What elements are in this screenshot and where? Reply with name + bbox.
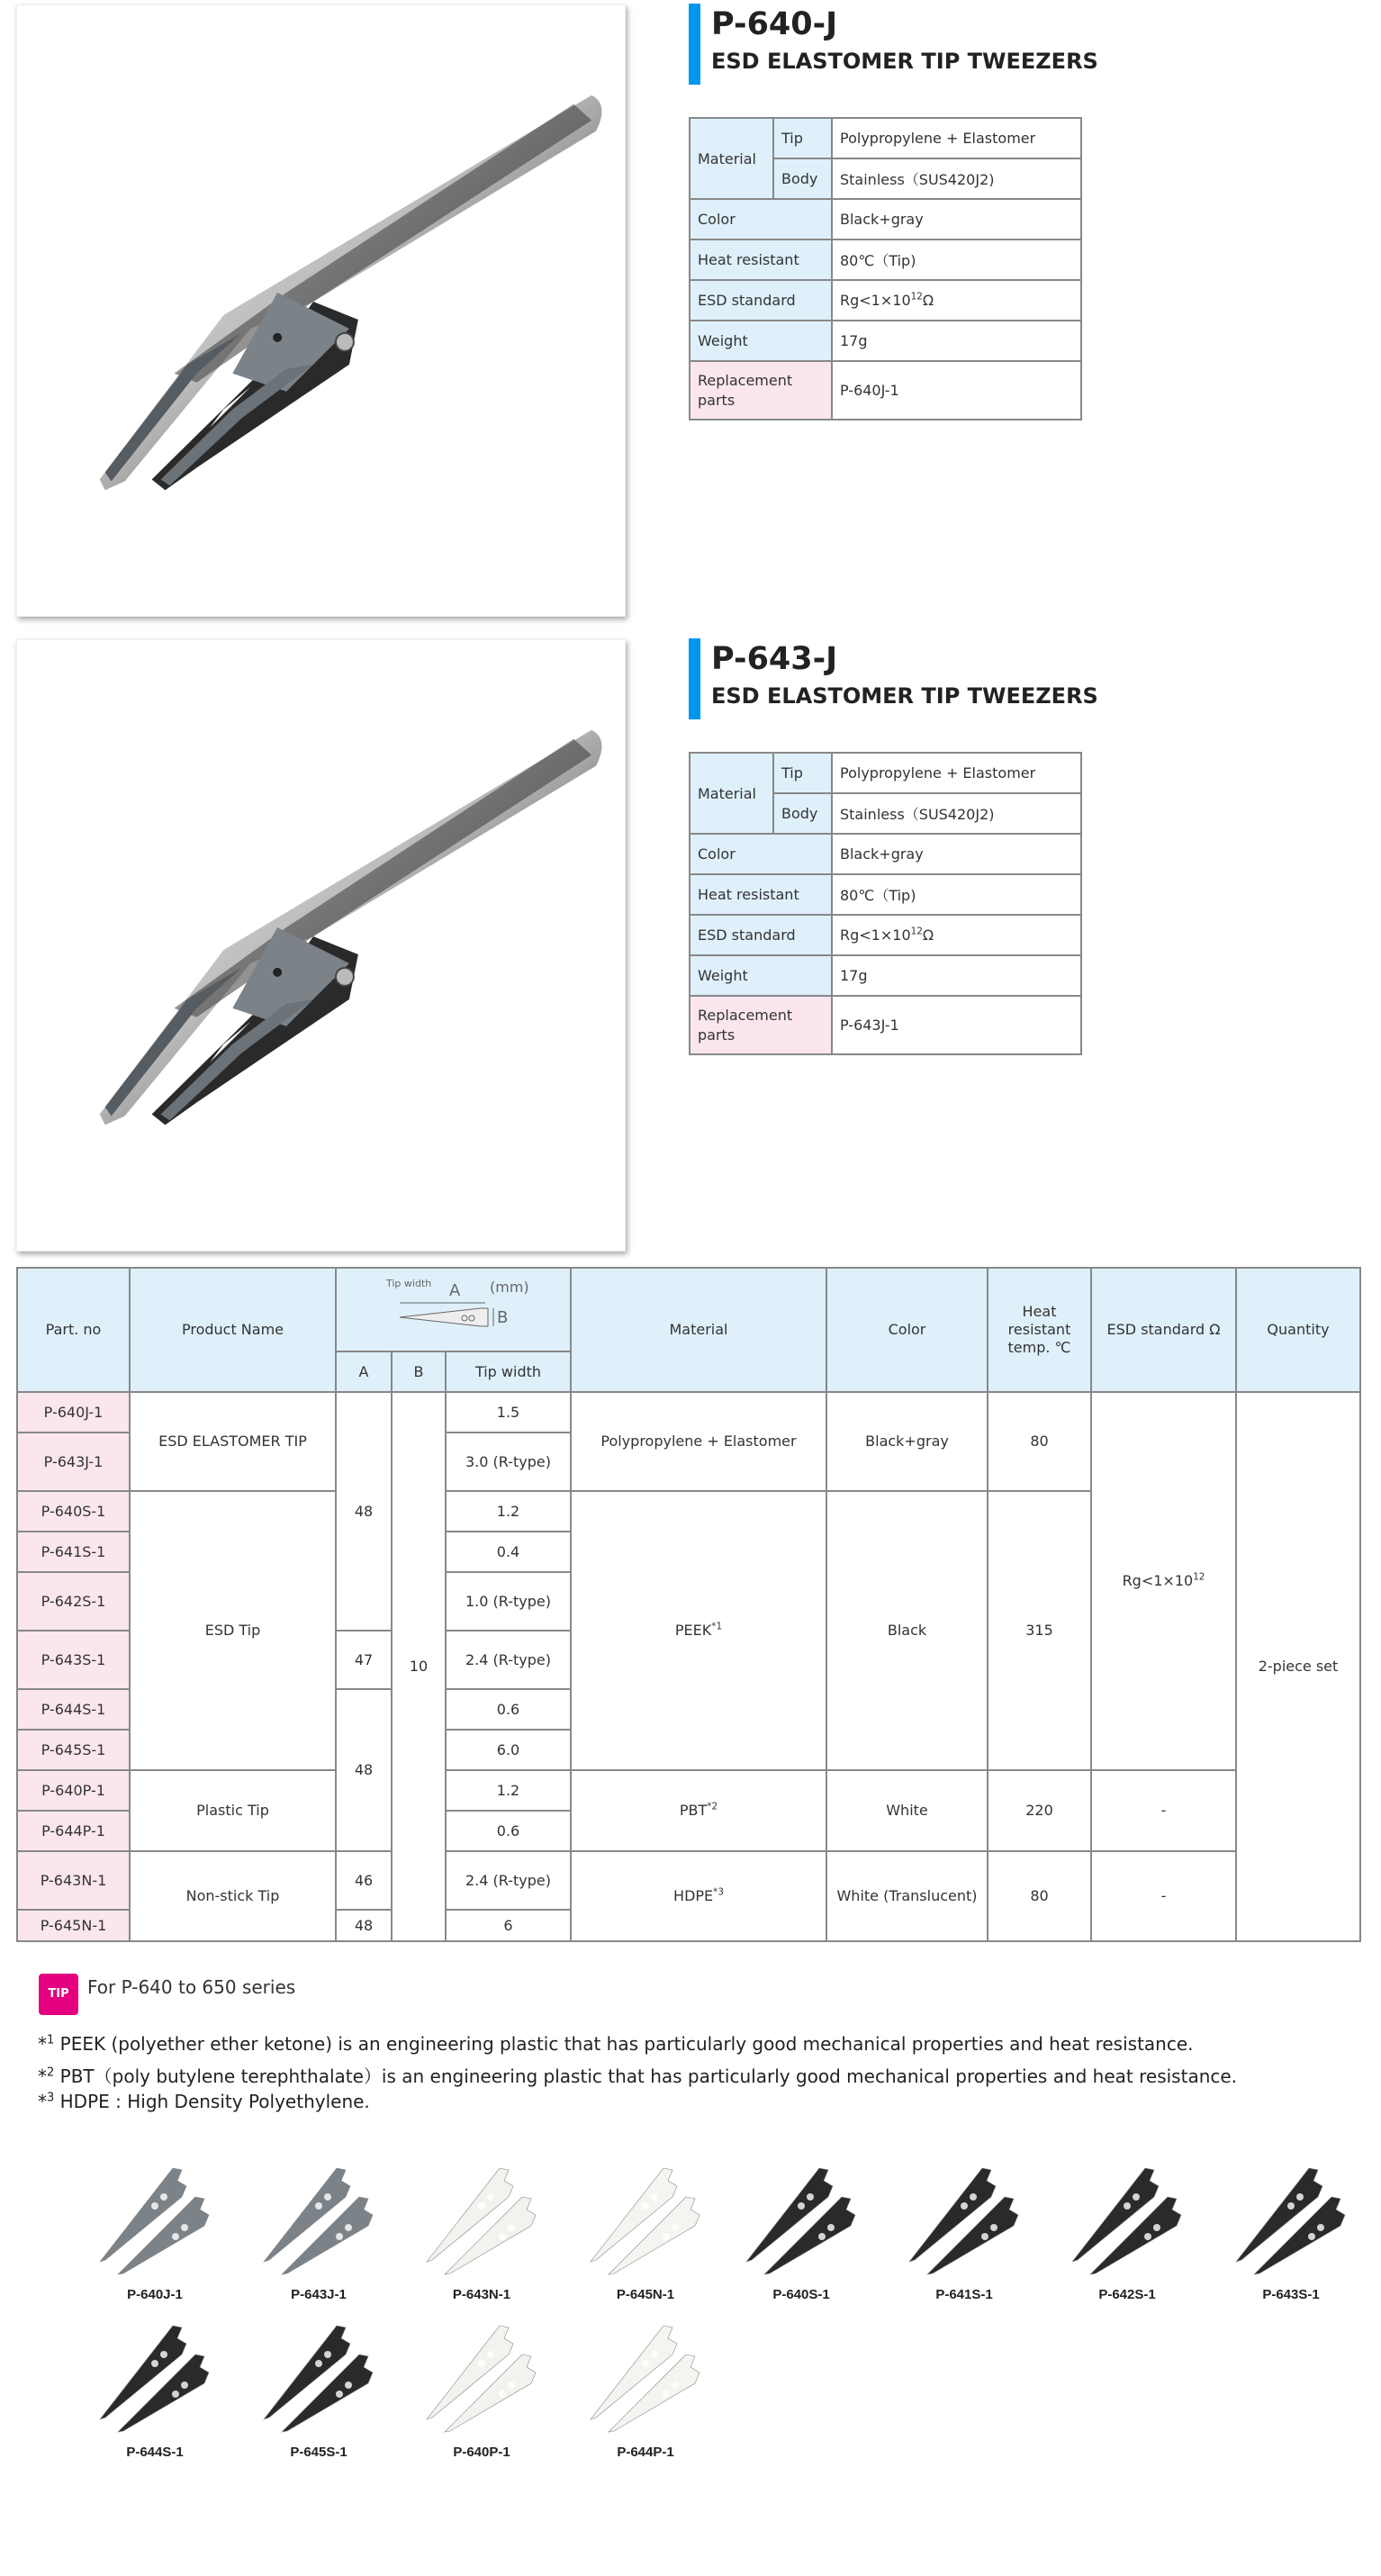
product-name: Non-stick Tip: [130, 1851, 336, 1941]
material: [571, 1851, 826, 1941]
spec-label: Weight: [690, 955, 832, 996]
spec-table: [689, 752, 1082, 1055]
footnote-mark: *1: [711, 1621, 723, 1632]
material-name: HDPE: [673, 1887, 714, 1904]
thumbnail-label: P-641S-1: [935, 2287, 993, 2302]
tip-width: 0.6: [446, 1689, 571, 1730]
tip-width: 1.2: [446, 1770, 571, 1811]
diagram-a-label: A: [448, 1281, 460, 1300]
tweezers-image: [17, 5, 625, 616]
spec-label: Heat resistant: [690, 874, 832, 915]
header-a: A: [336, 1351, 392, 1392]
header-tip-width: Tip width: [446, 1351, 571, 1392]
spec-value: 80℃（Tip): [832, 874, 1081, 915]
header-quantity: Quantity: [1236, 1268, 1360, 1392]
spec-value: P-640J-1: [832, 361, 1081, 420]
tip-badge: TIP: [39, 1974, 78, 2015]
tip-width: 0.6: [446, 1811, 571, 1851]
product-name: ESD Tip: [130, 1491, 336, 1770]
b-value: 10: [392, 1392, 446, 1941]
header-color: Color: [826, 1268, 988, 1392]
tip-image: [734, 2161, 869, 2278]
thumbnail: [569, 2161, 722, 2302]
heat: 80: [988, 1392, 1091, 1491]
thumbnail-label: P-640P-1: [453, 2445, 510, 2460]
heat: 80: [988, 1851, 1091, 1941]
part-no: P-643N-1: [17, 1851, 130, 1910]
part-no: P-641S-1: [17, 1532, 130, 1572]
table-row: [17, 1851, 1360, 1910]
footnote-number: 3: [47, 2091, 55, 2105]
product-part-number: P-640-J: [711, 6, 838, 42]
product-photo-p640j: [16, 5, 626, 617]
thumbnail-label: P-644S-1: [126, 2445, 184, 2460]
table-row: [17, 1770, 1360, 1811]
esd-value: Rg<1×10: [840, 292, 911, 309]
part-no: P-643S-1: [17, 1631, 130, 1689]
product-title-block: [689, 638, 1098, 719]
header-product-name: Product Name: [130, 1268, 336, 1392]
tip-image: [87, 2318, 222, 2436]
header-esd: ESD standard Ω: [1091, 1268, 1236, 1392]
thumbnail: [78, 2318, 231, 2460]
product-name: ESD ELASTOMER TIP: [130, 1392, 336, 1491]
esd-standard: [1091, 1392, 1236, 1770]
esd-value: Rg<1×10: [840, 926, 911, 944]
spec-value: Stainless（SUS420J2): [832, 793, 1081, 834]
table-row: [17, 1392, 1360, 1433]
color: Black: [826, 1491, 988, 1770]
tip-width: 2.4 (R-type): [446, 1851, 571, 1910]
part-no: P-642S-1: [17, 1572, 130, 1631]
part-no: P-644S-1: [17, 1689, 130, 1730]
tip-width: 0.4: [446, 1532, 571, 1572]
footnote-asterisk: *: [38, 2065, 47, 2087]
tip-dimension-diagram: [364, 1276, 544, 1339]
replacement-tips-table: [16, 1267, 1361, 1942]
footnote-number: 1: [47, 2033, 55, 2047]
product-name: ESD ELASTOMER TIP TWEEZERS: [711, 49, 1098, 74]
thumbnail: [405, 2318, 558, 2460]
thumbnail-label: P-644P-1: [617, 2445, 674, 2460]
tip-image: [578, 2318, 713, 2436]
tip-image: [414, 2318, 549, 2436]
spec-label: Color: [690, 199, 832, 240]
thumbnail-label: P-643J-1: [291, 2287, 347, 2302]
material-name: PEEK: [674, 1622, 712, 1639]
material: Polypropylene + Elastomer: [571, 1392, 826, 1491]
thumbnail: [1214, 2161, 1367, 2302]
spec-label: Weight: [690, 321, 832, 361]
footnote-number: 2: [47, 2065, 55, 2080]
material: [571, 1770, 826, 1851]
tip-image: [578, 2161, 713, 2278]
thumbnail-label: P-645N-1: [616, 2287, 675, 2302]
thumbnail: [1051, 2161, 1204, 2302]
thumbnail: [242, 2161, 395, 2302]
product-part-number: P-643-J: [711, 641, 838, 677]
spec-value: 80℃（Tip): [832, 240, 1081, 280]
thumbnail: [405, 2161, 558, 2302]
product-name: Plastic Tip: [130, 1770, 336, 1851]
material: [571, 1491, 826, 1770]
a-value: 48: [336, 1392, 392, 1631]
product-name: ESD ELASTOMER TIP TWEEZERS: [711, 683, 1098, 709]
spec-label: Replacement parts: [690, 996, 832, 1054]
tip-text: For P-640 to 650 series: [87, 1976, 296, 1998]
spec-value: Stainless（SUS420J2): [832, 158, 1081, 199]
material-name: PBT: [679, 1802, 708, 1819]
heat: 220: [988, 1770, 1091, 1851]
header-part-no: Part. no: [17, 1268, 130, 1392]
spec-label: Tip: [773, 753, 832, 793]
part-no: P-645N-1: [17, 1910, 130, 1941]
spec-label: Heat resistant: [690, 240, 832, 280]
diagram-b-label: B: [496, 1308, 508, 1327]
thumbnail-label: P-643S-1: [1262, 2287, 1320, 2302]
color: Black+gray: [826, 1392, 988, 1491]
footnote-mark: *3: [713, 1886, 724, 1898]
thumbnail-label: P-640J-1: [127, 2287, 183, 2302]
part-no: P-640S-1: [17, 1491, 130, 1532]
footnote-text: PBT（poly butylene terephthalate）is an engineering plastic that has particularly good mechanical properties and heat resistance.: [54, 2065, 1238, 2087]
tip-image: [1223, 2161, 1358, 2278]
color: White: [826, 1770, 988, 1851]
thumbnail-label: P-640S-1: [772, 2287, 830, 2302]
thumbnail-label: P-645S-1: [290, 2445, 348, 2460]
part-no: P-644P-1: [17, 1811, 130, 1851]
tip-width: 6.0: [446, 1730, 571, 1770]
footnote-asterisk: *: [38, 2033, 47, 2055]
tip-width: 1.0 (R-type): [446, 1572, 571, 1631]
part-no: P-643J-1: [17, 1433, 130, 1491]
tip-image: [414, 2161, 549, 2278]
heat: 315: [988, 1491, 1091, 1770]
esd-standard: -: [1091, 1851, 1236, 1941]
quantity: 2-piece set: [1236, 1392, 1360, 1941]
footnote-text: HDPE : High Density Polyethylene.: [54, 2091, 370, 2112]
diagram-mm-label: (mm): [489, 1279, 529, 1296]
diagram-tip-label: Tip width: [385, 1278, 431, 1289]
tip-image: [251, 2161, 386, 2278]
spec-label: Replacement parts: [690, 361, 832, 420]
spec-value: Black+gray: [832, 834, 1081, 874]
tip-width: 6: [446, 1910, 571, 1941]
spec-label: ESD standard: [690, 280, 832, 321]
tip-width: 1.2: [446, 1491, 571, 1532]
spec-value: Polypropylene + Elastomer: [832, 118, 1081, 158]
footnote: [38, 2033, 1194, 2055]
tweezers-image: [17, 640, 625, 1251]
thumbnail: [888, 2161, 1041, 2302]
a-value: 48: [336, 1910, 392, 1941]
thumbnail-label: P-642S-1: [1098, 2287, 1156, 2302]
footnote: [38, 2062, 1237, 2088]
thumbnail: [569, 2318, 722, 2460]
thumbnail-label: P-643N-1: [452, 2287, 511, 2302]
header-b: B: [392, 1351, 446, 1392]
tip-width: 3.0 (R-type): [446, 1433, 571, 1491]
product-title-block: [689, 4, 1098, 85]
footnote: [38, 2091, 370, 2112]
spec-value: 17g: [832, 955, 1081, 996]
esd-unit: Ω: [922, 926, 934, 944]
spec-value: 17g: [832, 321, 1081, 361]
esd-value: Rg<1×10: [1122, 1572, 1194, 1589]
header-dimension-diagram: [336, 1268, 571, 1351]
spec-label: ESD standard: [690, 915, 832, 955]
spec-value: [832, 280, 1081, 321]
spec-label: Tip: [773, 118, 832, 158]
spec-value: Black+gray: [832, 199, 1081, 240]
spec-label: Material: [690, 753, 773, 834]
spec-table: [689, 117, 1082, 420]
tip-image: [87, 2161, 222, 2278]
thumbnail: [242, 2318, 395, 2460]
spec-label: Color: [690, 834, 832, 874]
a-value: 48: [336, 1689, 392, 1851]
spec-value: P-643J-1: [832, 996, 1081, 1054]
color: White (Translucent): [826, 1851, 988, 1941]
esd-unit: Ω: [922, 292, 934, 309]
tip-image: [897, 2161, 1032, 2278]
part-no: P-645S-1: [17, 1730, 130, 1770]
a-value: 46: [336, 1851, 392, 1910]
part-no: P-640P-1: [17, 1770, 130, 1811]
tip-width: 1.5: [446, 1392, 571, 1433]
spec-value: [832, 915, 1081, 955]
footnote-asterisk: *: [38, 2091, 47, 2112]
product-photo-p643j: [16, 639, 626, 1252]
thumbnail: [78, 2161, 231, 2302]
tip-image: [1060, 2161, 1195, 2278]
thumbnail: [725, 2161, 878, 2302]
footnote-mark: *2: [707, 1801, 718, 1812]
spec-value: Polypropylene + Elastomer: [832, 753, 1081, 793]
footnote-text: PEEK (polyether ether ketone) is an engineering plastic that has particularly good mechanical properties and heat resistance.: [54, 2033, 1194, 2055]
tip-image: [251, 2318, 386, 2436]
header-heat: Heat resistant temp. ℃: [988, 1268, 1091, 1392]
part-no: P-640J-1: [17, 1392, 130, 1433]
esd-exponent: 12: [1193, 1571, 1205, 1583]
tip-width: 2.4 (R-type): [446, 1631, 571, 1689]
spec-label: Body: [773, 793, 832, 834]
esd-exponent: 12: [910, 926, 923, 937]
header-material: Material: [571, 1268, 826, 1392]
esd-standard: -: [1091, 1770, 1236, 1851]
spec-label: Material: [690, 118, 773, 199]
a-value: 47: [336, 1631, 392, 1689]
spec-label: Body: [773, 158, 832, 199]
esd-exponent: 12: [910, 291, 923, 303]
